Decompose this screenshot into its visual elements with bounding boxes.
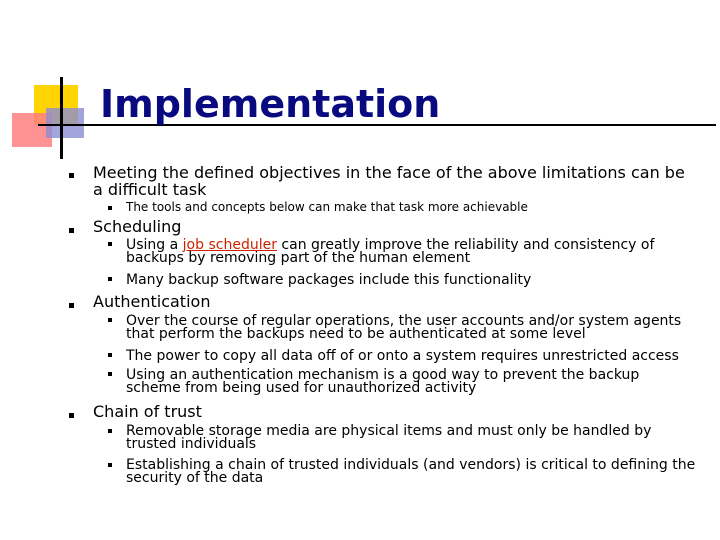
sub-bullet-icon bbox=[108, 372, 112, 376]
bullet-icon bbox=[69, 413, 74, 418]
job-scheduler-link[interactable]: job scheduler bbox=[182, 237, 277, 253]
list-item: Chain of trust bbox=[93, 402, 202, 421]
sub-list-item: Over the course of regular operations, the user accounts and/or system agents that perform the backups need to be authenticated at some level bbox=[126, 313, 682, 342]
sub-list-item: Many backup software packages include this functionality bbox=[126, 272, 532, 288]
bullet-icon bbox=[69, 228, 74, 233]
sub-list-item: Using a job scheduler can greatly improve the reliability and consistency of backups by removing part of the human element bbox=[126, 237, 655, 266]
bullet-icon bbox=[69, 173, 74, 178]
bullet-icon bbox=[69, 303, 74, 308]
sub-bullet-icon bbox=[108, 318, 112, 322]
decor-blue-square bbox=[46, 108, 84, 138]
sub-bullet-icon bbox=[108, 429, 112, 433]
sub-bullet-icon bbox=[108, 206, 112, 210]
sub-list-item: Removable storage media are physical items and must only be handled by trusted individuals bbox=[126, 423, 652, 452]
list-item: Authentication bbox=[93, 292, 211, 311]
list-item: Scheduling bbox=[93, 217, 182, 236]
slide-title: Implementation bbox=[100, 82, 441, 126]
sub-bullet-icon bbox=[108, 277, 112, 281]
sub-list-item: The power to copy all data off of or onto a system requires unrestricted access bbox=[126, 348, 679, 364]
sub-list-item: Using an authentication mechanism is a good way to prevent the backup scheme from being used for unauthorized activity bbox=[126, 367, 640, 396]
sub-bullet-icon bbox=[108, 353, 112, 357]
list-item: Meeting the defined objectives in the face of the above limitations can be a difficult task bbox=[93, 163, 685, 199]
sub-list-item: The tools and concepts below can make that task more achievable bbox=[126, 200, 528, 214]
decor-vertical-line bbox=[60, 77, 63, 159]
sub-bullet-icon bbox=[108, 463, 112, 467]
sub-list-item: Establishing a chain of trusted individuals (and vendors) is critical to defining the security of the data bbox=[126, 457, 696, 486]
sub-bullet-icon bbox=[108, 242, 112, 246]
